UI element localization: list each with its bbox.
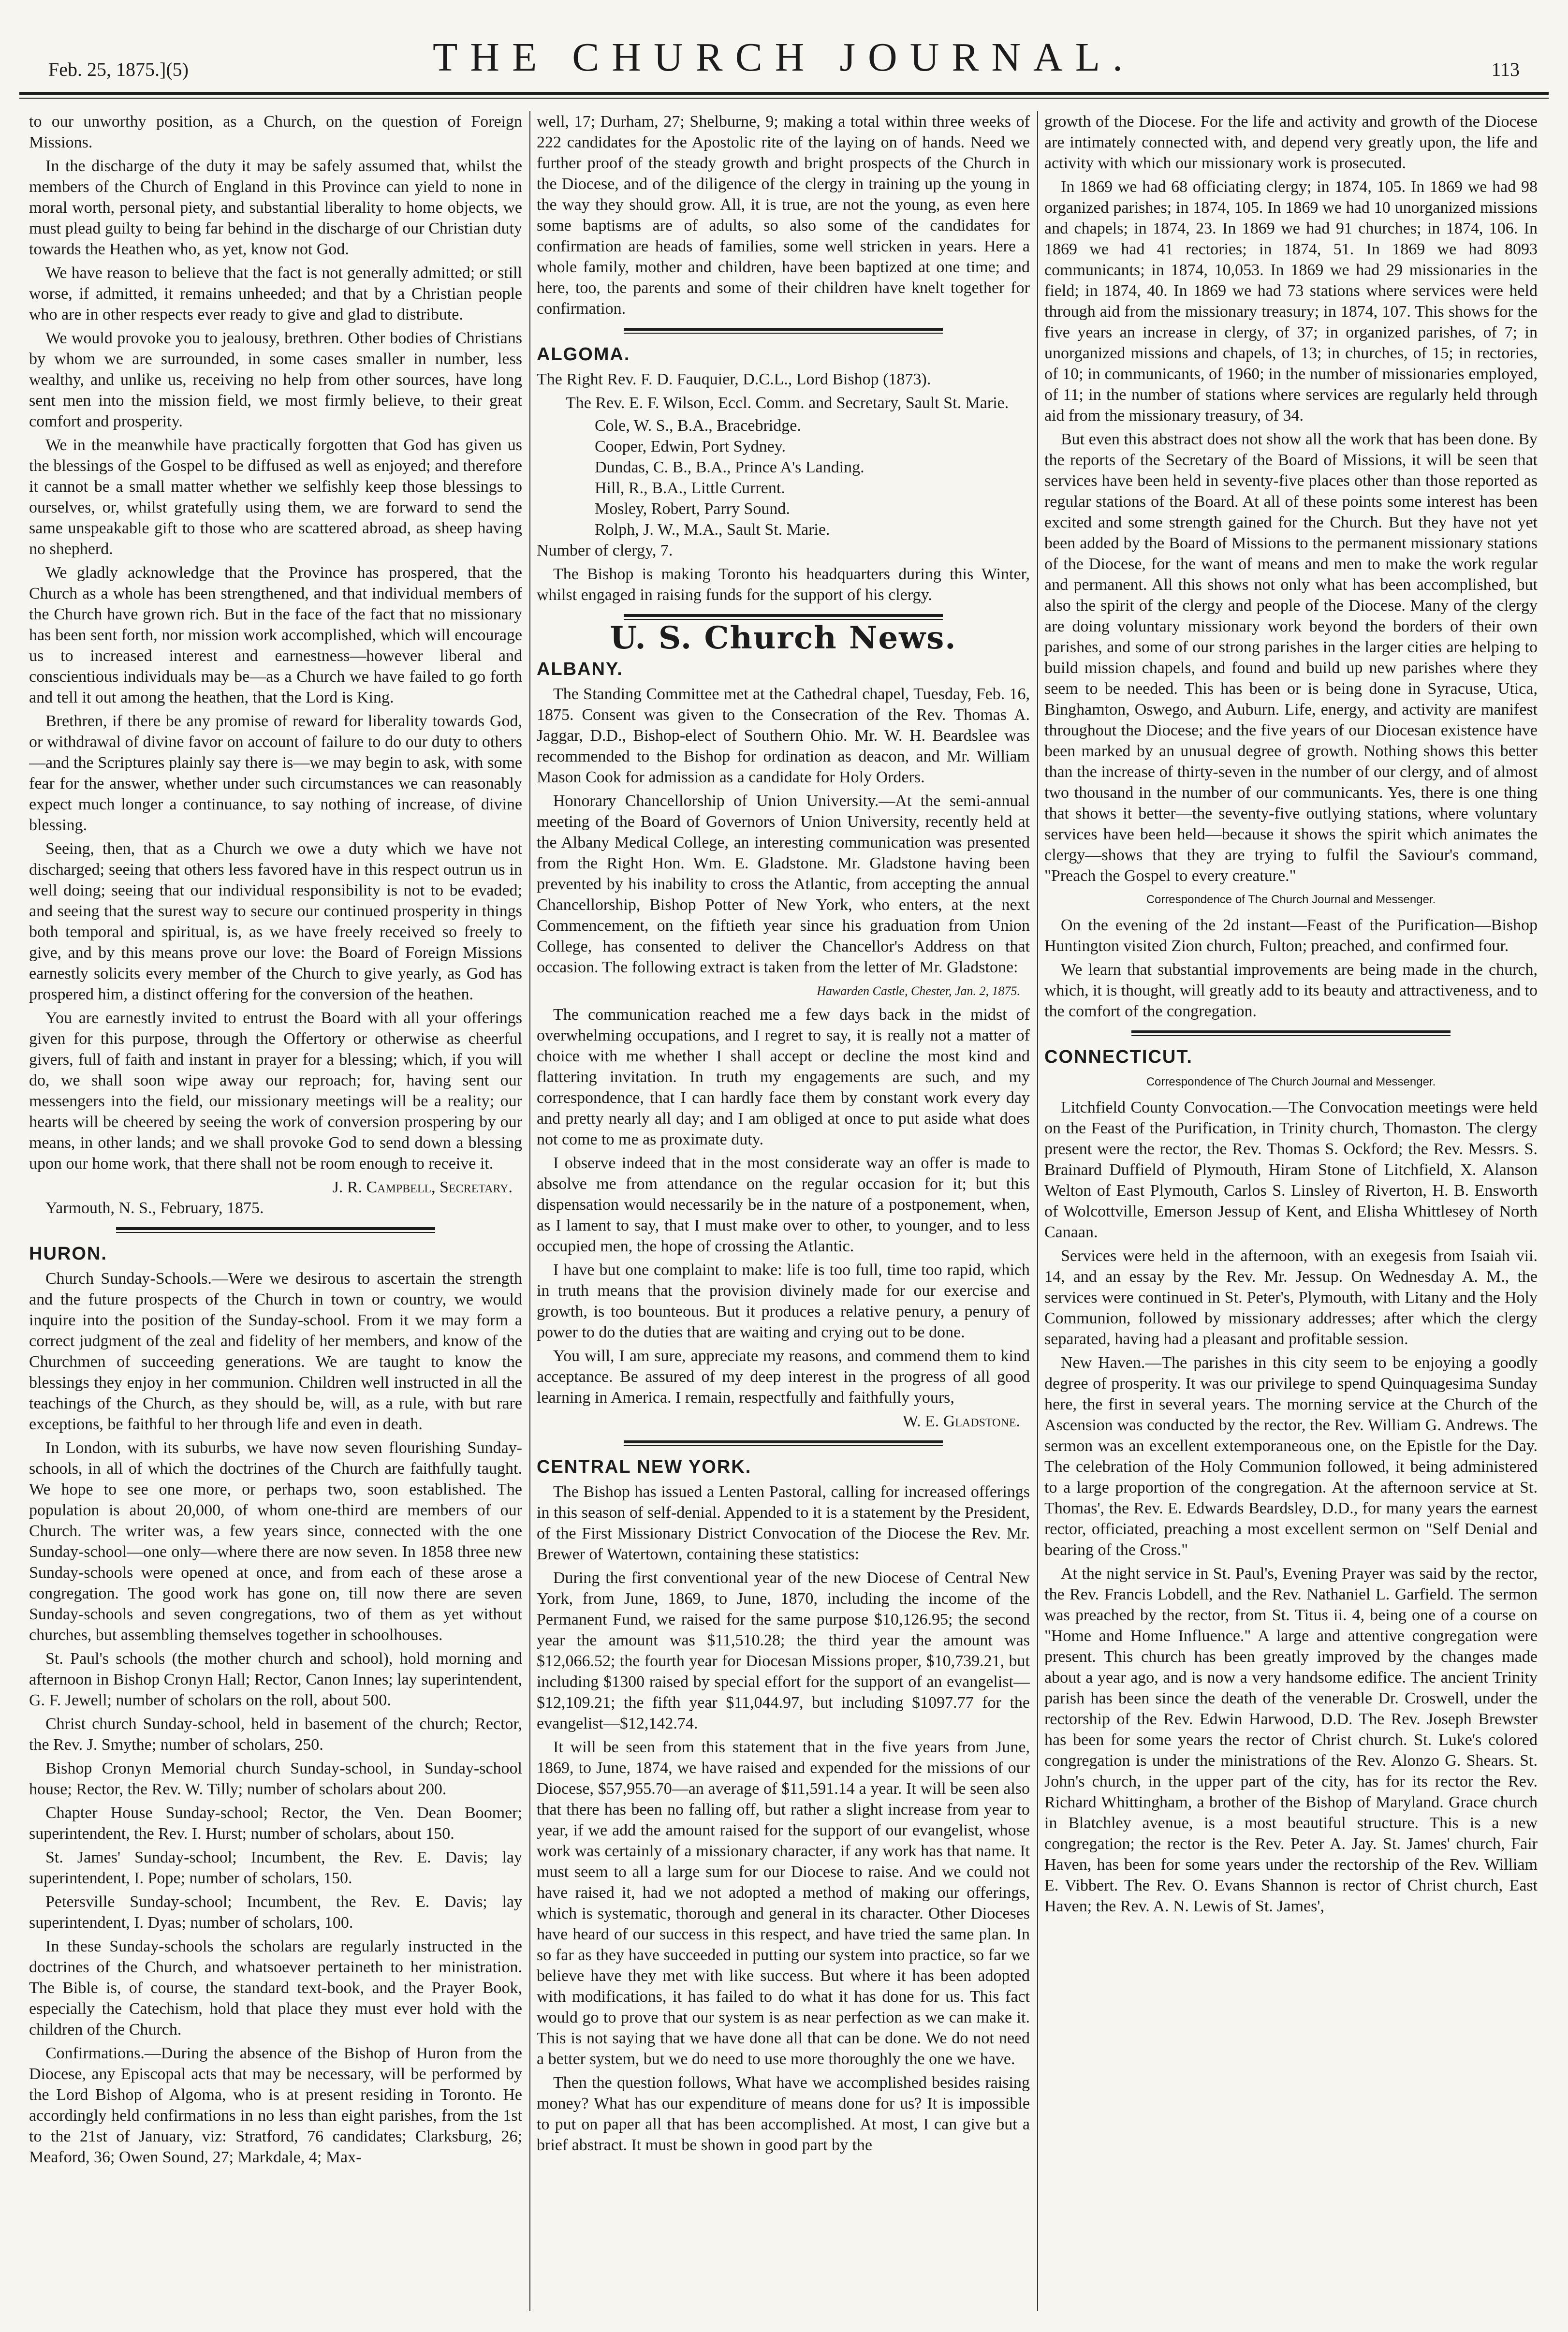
paragraph: Then the question follows, What have we accomplished besides raising money? What has our expenditure of means done for us? It is impossible to put on paper all that has been accomplished. At most, I can give but a brief abstract. It must be shown in good part by the xyxy=(537,2074,1030,2154)
paragraph: The Bishop has issued a Lenten Pastoral, calling for increased offerings in this season of self-denial. Appended to it is a statement by the President, of the First Missionary District Convocation of the Diocese the Rev. Mr. Brewer of Watertown, containing these statistics: xyxy=(537,1483,1030,1563)
column-divider xyxy=(529,111,530,2311)
page-number: 113 xyxy=(1491,59,1520,80)
paragraph: Seeing, then, that as a Church we owe a duty which we have not discharged; seeing that others less favored have in this respect outrun us in well doing; seeing that our individual responsibility is not to be evaded; and seeing that the surest way to secure our continued prosperity in things both temporal and spiritual, is, as we have freely received so freely to give, and by this means prove our love: the Board of Foreign Missions earnestly solicits every member of the Church to give yearly, as God has prospered him, a distinct offering for the conversion of the heathen. xyxy=(29,840,522,1003)
paragraph: Petersville Sunday-school; Incumbent, the Rev. E. Davis; lay superintendent, I. Dyas; number of scholars, 100. xyxy=(29,1893,522,1932)
secretary-line: The Rev. E. F. Wilson, Eccl. Comm. and Secretary, Sault St. Marie. xyxy=(566,394,1009,412)
letter-dateline: Hawarden Castle, Chester, Jan. 2, 1875. xyxy=(817,984,1020,998)
section-heading-huron: HURON. xyxy=(29,1244,107,1264)
paragraph: We learn that substantial improvements are being made in the church, which, it is thought, will greatly add to its beauty and attractiveness, and to the comfort of the congregation. xyxy=(1044,961,1538,1020)
paragraph: On the evening of the 2d instant—Feast of the Purification—Bishop Huntington visited Zion church, Fulton; preached, and confirmed four. xyxy=(1044,916,1538,955)
paragraph: growth of the Diocese. For the life and activity and growth of the Diocese are intimately connected with, and depend very greatly upon, the life and activity with which our missionary work is prosecuted. xyxy=(1044,113,1538,172)
paragraph: You will, I am sure, appreciate my reasons, and commend them to kind acceptance. Be assured of my deep interest in the progress of all good learning in America. I remain, respectfully and faithfully yours, xyxy=(537,1347,1030,1407)
paragraph: In these Sunday-schools the scholars are regularly instructed in the doctrines of the Church, and whatsoever pertaineth to her ministration. The Bible is, of course, the standard text-book, and the Prayer Book, especially the Catechism, hold that place they must ever hold with the children of the Church. xyxy=(29,1937,522,2039)
paragraph: In the discharge of the duty it may be safely assumed that, whilst the members of the Church of England in this Province can yield to none in moral worth, personal piety, and substantial liberality to home objects, we must plead guilty to being far behind in the discharge of our Christian duty towards the Heathen who, as yet, know not God. xyxy=(29,157,522,258)
paragraph: We gladly acknowledge that the Province has prospered, that the Church as a whole has been strengthened, and that individual members of the Church have grown rich. But in the face of the fact that no missionary has been sent forth, nor mission work accomplished, which will encourage us to increased interest and earnestness—however liberal and conscientious individuals may be—as a Church we have failed to go forth and tell it out among the heathen, that the Lord is King. xyxy=(29,564,522,706)
section-rule-thin xyxy=(624,333,943,334)
section-rule xyxy=(624,614,943,617)
masthead-rule-thin xyxy=(19,98,1549,99)
paragraph: During the first conventional year of the new Diocese of Central New York, from June, 1869, to June, 1870, including the income of the Permanent Fund, we raised for the same purpose $10,126.95; the second year the amount was $11,510.28; the third year the amount was $12,066.52; the fourth year for Diocesan Missions proper, $10,739.21, but including $1300 raised by special effort for the support of an evangelist—$12,109.21; the fifth year $11,044.97, but including $1097.77 for the evangelist—$12,142.74. xyxy=(537,1569,1030,1732)
paragraph: Church Sunday-Schools.—Were we desirous to ascertain the strength and the future prospects of the Church in town or country, we would inquire into the position of the Sunday-school. From it we may form a correct judgment of the zeal and fidelity of her members, and know of the Churchmen of succeeding generations. We are taught to know the blessings they enjoy in her communion. Children well instructed in all the teachings of the Church, as they should be, will, as a rule, with but rare exceptions, be faithful to her through life and even in death. xyxy=(29,1270,522,1433)
signature: J. R. Campbell, Secretary. xyxy=(332,1178,513,1196)
paragraph: It will be seen from this statement that in the five years from June, 1869, to June, 1874, we have raised and expended for the missions of our Diocese, $57,955.70—an average of $11,591.14 a year. It will be seen also that there has been no falling off, but rather a slight increase from year to year, if we add the amount raised for the support of our evangelist, whose work was certainly of a missionary character, if any work has that name. It must seem to all a large sum for our Diocese to raise. And we could not have raised it, had we not adopted a method of making our offerings, which is systematic, thorough and general in its character. Other Dioceses have heard of our success in this respect, and have tried the same plan. In so far as they have succeeded in putting our system into practice, so far we believe have they met with like success. But where it has been adopted with modifications, it has failed to do what it has done for us. This fact would go to prove that our system is as near perfection as we can make it. This is not saying that we have done all that can be done. We do not need a better system, but we do need to use more thoroughly the one we have. xyxy=(537,1738,1030,2068)
paragraph: You are earnestly invited to entrust the Board with all your offerings given for this purpose, through the Offertory or otherwise as cheerful givers, full of faith and instant in prayer for a blessing; which, if you will do, we shall soon wipe away our reproach; for, having sent our messengers into the field, our missionary meetings will be a reality; our hearts will be cheered by seeing the work of conversion prospering by our means, in other lands; and we shall provoke God to send down a blessing upon our home work, that there shall not be room enough to receive it. xyxy=(29,1009,522,1173)
paragraph: St. Paul's schools (the mother church and school), hold morning and afternoon in Bishop Cronyn Hall; Rector, Canon Innes; lay superintendent, G. F. Jewell; number of scholars on the roll, about 500. xyxy=(29,1650,522,1709)
column-1 xyxy=(29,111,522,2316)
department-heading: U. S. Church News. xyxy=(610,620,957,656)
correspondence-note: Correspondence of The Church Journal and Messenger. xyxy=(1146,893,1436,906)
section-rule xyxy=(1131,1030,1451,1033)
clergy-entry: Cole, W. S., B.A., Bracebridge. xyxy=(595,417,801,435)
section-heading-albany: ALBANY. xyxy=(537,659,623,679)
correspondence-note: Correspondence of The Church Journal and Messenger. xyxy=(1146,1075,1436,1088)
section-rule-thin xyxy=(1131,1035,1451,1036)
clergy-list xyxy=(537,415,1030,540)
masthead-rule xyxy=(19,92,1549,95)
paragraph: Confirmations.—During the absence of the Bishop of Huron from the Diocese, any Episcopal acts that may be necessary, will be performed by the Lord Bishop of Algoma, who is at present residing in Toronto. He accordingly held confirmations in no less than eight parishes, from the 1st to the 21st of January, viz: Stratford, 76 candidates; Clarksburg, 26; Meaford, 36; Owen Sound, 27; Markdale, 4; Max- xyxy=(29,2044,522,2166)
issue-date: Feb. 25, 1875.](5) xyxy=(48,59,189,80)
column-3 xyxy=(1044,111,1538,2316)
paragraph: well, 17; Durham, 27; Shelburne, 9; making a total within three weeks of 222 candidates for the Apostolic rite of the laying on of hands. Need we further proof of the steady growth and bright prospects of the Church in the Diocese, and of the diligence of the clergy in training up the young in the way they should grow. All, it is true, are not the young, as even here some baptisms are of adults, so also some of the candidates for confirmation are heads of families, some well stricken in years. Here a whole family, mother and children, have been baptized at one time; and here, too, the parents and some of their children have knelt together for confirmation. xyxy=(537,113,1030,318)
paragraph: Honorary Chancellorship of Union University.—At the semi-annual meeting of the Board of Governors of Union University, recently held at the Albany Medical College, an interesting communication was presented from the Right Hon. Wm. E. Gladstone. Mr. Gladstone having been prevented by his inability to cross the Atlantic, from accepting the annual Chancellorship, Bishop Potter of New York, who enters, at the next Commencement, on the fiftieth year since his graduation from Union College, has consented to deliver the Chancellor's Address on that occasion. The following extract is taken from the letter of Mr. Gladstone: xyxy=(537,792,1030,976)
paragraph: New Haven.—The parishes in this city seem to be enjoying a goodly degree of prosperity. It was our privilege to spend Quinquagesima Sunday here, the first in several years. The morning service at the Church of the Ascension was conducted by the rector, the Rev. William G. Andrews. The sermon was an excellent extemporaneous one, on the Epistle for the Day. The celebration of the Holy Communion followed, it being administered to a large proportion of the congregation. At the afternoon service at St. Thomas', the Rev. E. Edwards Beardsley, D.D., for many years the earnest rector, officiated, preaching a most excellent sermon on "Self Denial and bearing of the Cross." xyxy=(1044,1354,1538,1559)
section-rule xyxy=(624,1440,943,1443)
paragraph: But even this abstract does not show all the work that has been done. By the reports of the Secretary of the Board of Missions, it will be seen that services have been held in seventy-five places other than those reported as regular stations of the Board. At all of these points some interest has been excited and some strength gained for the Church. But they have not yet been added by the Board of Missions to the permanent missionary stations of the Diocese, for the want of means and men to make the work regular and permanent. All this shows not only what has been accomplished, but also the spirit of the clergy and people of the Diocese. Many of the clergy are doing voluntary missionary work beyond the borders of their own parishes, and some of our strong parishes in the larger cities are helping to build mission chapels, and found and build up new parishes where they seem to be needed. This has been or is being done in Syracuse, Utica, Binghamton, Oswego, and Auburn. Life, energy, and activity are manifest throughout the Diocese; and the five years of our Diocesan existence have been marked by an unusual degree of growth. Nothing shows this better than the increase of thirty-seven in the number of our clergy, and of almost two thousand in the number of our communicants. Yes, there is one thing that shows it better—the seventy-five outlying stations, where voluntary services have been held—because it shows the spirit which animates the clergy—shows that they are trying to fulfil the Saviour's command, "Preach the Gospel to every creature." xyxy=(1044,430,1538,885)
masthead xyxy=(19,24,1549,82)
newspaper-title: THE CHURCH JOURNAL. xyxy=(432,35,1136,80)
section-heading-algoma: ALGOMA. xyxy=(537,344,630,365)
clergy-entry: Cooper, Edwin, Port Sydney. xyxy=(595,438,786,455)
paragraph: St. James' Sunday-school; Incumbent, the Rev. E. Davis; lay superintendent, I. Pope; number of scholars, 150. xyxy=(29,1848,522,1887)
paragraph: We would provoke you to jealousy, brethren. Other bodies of Christians by whom we are surrounded, in some cases smaller in number, less wealthy, and unlike us, receiving no help from other sources, have long sent men into the mission field, we most firmly believe, to their great comfort and prosperity. xyxy=(29,329,522,430)
clergy-count: Number of clergy, 7. xyxy=(537,542,673,559)
paragraph: Bishop Cronyn Memorial church Sunday-school, in Sunday-school house; Rector, the Rev. W. Tilly; number of scholars about 200. xyxy=(29,1760,522,1798)
column-divider xyxy=(1037,111,1038,2311)
clergy-entry: Hill, R., B.A., Little Current. xyxy=(595,479,785,497)
paragraph: Services were held in the afternoon, with an exegesis from Isaiah vii. 14, and an essay by the Rev. Mr. Jessup. On Wednesday A. M., the services were continued in St. Peter's, Plymouth, with Litany and the Holy Communion, followed by missionary addresses; after which the clergy separated, having had a pleasant and profitable session. xyxy=(1044,1247,1538,1348)
section-rule xyxy=(116,1227,435,1230)
signature: W. E. Gladstone. xyxy=(902,1412,1020,1430)
paragraph: to our unworthy position, as a Church, on the question of Foreign Missions. xyxy=(29,113,522,151)
paragraph: Brethren, if there be any promise of reward for liberality towards God, or withdrawal of divine favor on account of failure to do our duty to others—and the Scriptures plainly say there is—we may begin to ask, with some fear for the answer, whether under such circumstances we can reasonably expect much longer a continuance, to say nothing of increase, of divine blessing. xyxy=(29,712,522,834)
paragraph: We in the meanwhile have practically forgotten that God has given us the blessings of the Gospel to be diffused as well as enjoyed; and therefore it cannot be a small matter whether we selfishly keep those blessings to ourselves, or, whilst gratefully using them, we are forward to send the same unspeakable gift to those who are scattered abroad, as sheep having no shepherd. xyxy=(29,436,522,558)
paragraph: Christ church Sunday-school, held in basement of the church; Rector, the Rev. J. Smythe; number of scholars, 250. xyxy=(29,1715,522,1754)
clergy-entry: Dundas, C. B., B.A., Prince A's Landing. xyxy=(595,458,865,476)
paragraph: I have but one complaint to make: life is too full, time too rapid, which in truth means that the provision divinely made for our exercise and growth, is too bounteous. But it produces a relative penury, a penury of power to do the duties that are waiting and crying out to be done. xyxy=(537,1261,1030,1341)
section-heading-central-new-york: CENTRAL NEW YORK. xyxy=(537,1457,752,1477)
paragraph: In 1869 we had 68 officiating clergy; in 1874, 105. In 1869 we had 98 organized parishes; in 1874, 105. In 1869 we had 10 unorganized missions and chapels; in 1874, 23. In 1869 we had 91 churches; in 1874, 106. In 1869 we had 41 rectories; in 1874, 51. In 1869 we had 8093 communicants; in 1874, 10,053. In 1869 we had 29 missionaries in the field; in 1874, 40. In 1869 we had 73 stations where services were held through aid from the missionary treasury; in 1874, 107. This shows for the five years an increase in clergy, of 37; in organized parishes, of 7; in unorganized missions and chapels, of 13; in churches, of 15; in rectories, of 10; in communicants, of 1960; in the number of missionaries employed, of 11; in the number of stations where services are regularly held through aid from the missionary treasury, of 34. xyxy=(1044,178,1538,425)
paragraph: At the night service in St. Paul's, Evening Prayer was said by the rector, the Rev. Francis Lobdell, and the Rev. Nathaniel L. Garfield. The sermon was preached by the rector, from St. Titus ii. 4, being one of a course on "Home and Home Influence." A large and attentive congregation were present. This church has been greatly improved by the changes made about a year ago, and is now a very handsome edifice. The ancient Trinity parish has been since the death of the venerable Dr. Croswell, under the rectorship of the Rev. Edwin Harwood, D.D. The Rev. Joseph Brewster has been for some years the rector of Christ church. St. Luke's colored congregation is under the ministrations of the Rev. Alonzo G. Shears. St. John's church, in the upper part of the city, has for its rector the Rev. Richard Whittingham, a brother of the Bishop of Maryland. Grace church in Blatchley avenue, is a most beautiful structure. This is a new congregation; the rector is the Rev. Peter A. Jay. St. James' church, Fair Haven, has been for some years under the rectorship of the Rev. William E. Vibbert. The Rev. O. Evans Shannon is rector of Christ church, East Haven; the Rev. A. N. Lewis of St. James', xyxy=(1044,1565,1538,1915)
paragraph: Litchfield County Convocation.—The Convocation meetings were held on the Feast of the Purification, in Trinity church, Thomaston. The clergy present were the rector, the Rev. Thomas S. Ockford; the Rev. Messrs. S. Brainard Duffield of Plymouth, Hiram Stone of Litchfield, X. Alanson Welton of East Plymouth, Carlos S. Linsley of Riverton, H. B. Ensworth of Wolcottville, Emerson Jessup of Kent, and Elisha Whittlesey of North Canaan. xyxy=(1044,1099,1538,1241)
clergy-entry: Rolph, J. W., M.A., Sault St. Marie. xyxy=(595,521,830,539)
column-2 xyxy=(537,111,1030,2316)
clergy-entry: Mosley, Robert, Parry Sound. xyxy=(595,500,790,518)
paragraph: The Bishop is making Toronto his headquarters during this Winter, whilst engaged in raising funds for the support of his clergy. xyxy=(537,565,1030,604)
paragraph: We have reason to believe that the fact is not generally admitted; or still worse, if admitted, it remains unheeded; and that by a Christian people who are in other respects ever ready to give and glad to distribute. xyxy=(29,264,522,323)
paragraph: Chapter House Sunday-school; Rector, the Ven. Dean Boomer; superintendent, the Rev. I. Hurst; number of scholars, about 150. xyxy=(29,1804,522,1843)
place-date: Yarmouth, N. S., February, 1875. xyxy=(45,1199,264,1217)
section-rule xyxy=(624,328,943,331)
section-heading-connecticut: CONNECTICUT. xyxy=(1044,1047,1193,1067)
section-rule-thin xyxy=(624,1445,943,1446)
paragraph: I observe indeed that in the most considerate way an offer is made to absolve me from attendance on the regular occasion for it; but this dispensation would necessarily be in the nature of a postponement, when, as I lament to say, that I must make over to other, to younger, and to less occupied men, the hope of crossing the Atlantic. xyxy=(537,1154,1030,1255)
paragraph: The Standing Committee met at the Cathedral chapel, Tuesday, Feb. 16, 1875. Consent was given to the Consecration of the Rev. Thomas A. Jaggar, D.D., Bishop-elect of Southern Ohio. Mr. W. H. Beardslee was recommended to the Bishop for ordination as deacon, and Mr. William Mason Cook for admission as a candidate for Holy Orders. xyxy=(537,685,1030,786)
paragraph: In London, with its suburbs, we have now seven flourishing Sunday-schools, in all of which the doctrines of the Church are faithfully taught. We hope to see one more, or perhaps two, soon established. The population is about 20,000, of whom one-third are members of our Church. The writer was, a few years since, connected with the one Sunday-school—one only—where there are now seven. In 1858 three new Sunday-schools were opened at once, and from each of these arose a congregation. The good work has gone on, till now there are seven Sunday-schools and seven congregations, two of them as yet without churches, but assembling themselves together in schoolhouses. xyxy=(29,1439,522,1644)
section-rule-thin xyxy=(116,1232,435,1233)
bishop-line: The Right Rev. F. D. Fauquier, D.C.L., Lord Bishop (1873). xyxy=(537,370,931,388)
paragraph: The communication reached me a few days back in the midst of overwhelming occupations, and I regret to say, it is really not a matter of choice with me whether I shall accept or decline the most kind and flattering invitation. In truth my engagements are such, and my correspondence, that I can hardly face them by constant work every day and pretty nearly all day; and I am obliged at once to put aside what does not come to me as proximate duty. xyxy=(537,1006,1030,1148)
